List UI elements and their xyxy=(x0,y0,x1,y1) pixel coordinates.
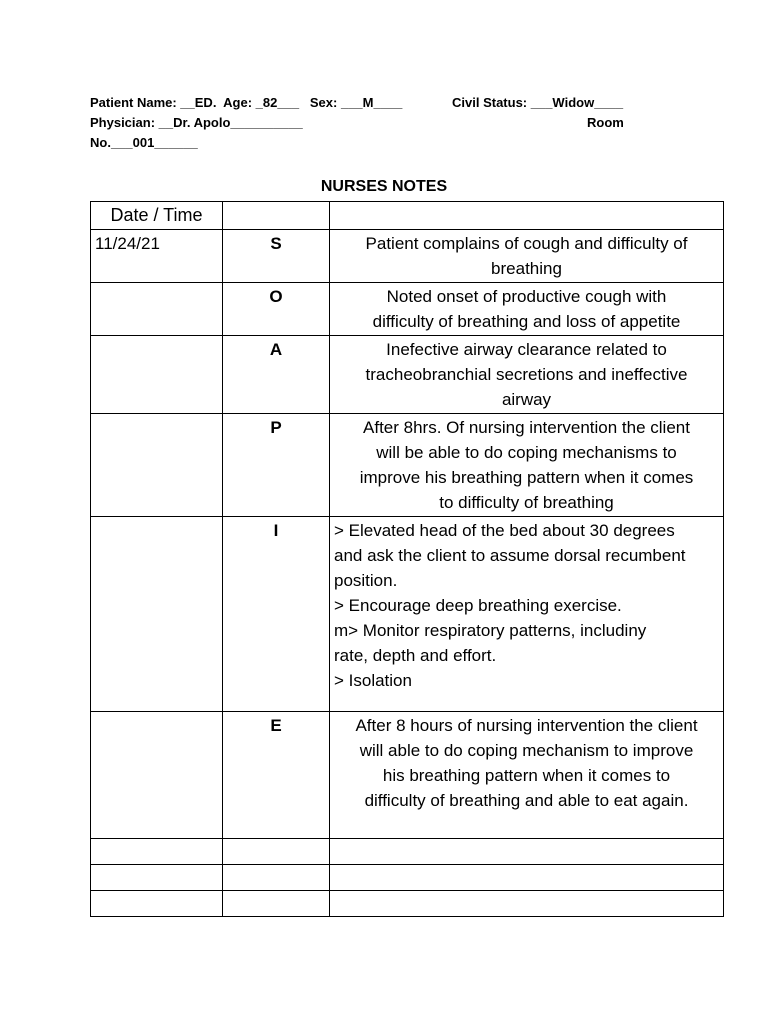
note-line: and ask the client to assume dorsal recumbent xyxy=(334,546,686,565)
code-header xyxy=(223,202,330,230)
empty-cell xyxy=(91,839,223,865)
note-line: tracheobranchial secretions and ineffective xyxy=(365,365,688,384)
note-line: breathing xyxy=(491,259,562,278)
note-cell-o xyxy=(330,283,724,336)
note-cell-p xyxy=(330,414,724,517)
empty-row xyxy=(91,891,724,917)
empty-cell xyxy=(91,891,223,917)
note-line: Noted onset of productive cough with xyxy=(386,287,667,306)
note-line: position. xyxy=(334,571,398,590)
note-line: Inefective airway clearance related to xyxy=(386,340,667,359)
note-line: After 8hrs. Of nursing intervention the client xyxy=(363,418,690,437)
table-row xyxy=(91,283,724,336)
note-line: to difficulty of breathing xyxy=(439,493,614,512)
empty-cell xyxy=(330,865,724,891)
physician: Physician: __Dr. Apolo__________ xyxy=(90,115,303,130)
empty-cell xyxy=(223,865,330,891)
empty-cell xyxy=(91,865,223,891)
table-row xyxy=(91,414,724,517)
room-label: Room xyxy=(587,115,624,130)
note-line: will be able to do coping mechanisms to xyxy=(376,443,677,462)
empty-row xyxy=(91,839,724,865)
nurses-notes-table xyxy=(90,201,724,917)
date-cell xyxy=(91,712,223,839)
note-line: difficulty of breathing and able to eat again. xyxy=(364,791,689,810)
empty-cell xyxy=(330,891,724,917)
table-row xyxy=(91,336,724,414)
note-header xyxy=(330,202,724,230)
empty-cell xyxy=(330,839,724,865)
table-header-row xyxy=(91,202,724,230)
page-title: NURSES NOTES xyxy=(320,178,448,195)
note-line: > Isolation xyxy=(334,671,412,690)
table-row xyxy=(91,712,724,839)
note-line: will able to do coping mechanism to improve xyxy=(359,741,694,760)
empty-cell xyxy=(223,839,330,865)
note-line: After 8 hours of nursing intervention the client xyxy=(355,716,698,735)
note-line: airway xyxy=(501,390,552,409)
civil-status: Civil Status: ___Widow____ xyxy=(452,95,624,110)
note-line: Patient complains of cough and difficulty of xyxy=(365,234,688,253)
code-cell-s: S xyxy=(223,230,330,283)
table-row xyxy=(91,230,724,283)
patient-info-line: Patient Name: __ED. Age: _82___ Sex: ___M____ xyxy=(90,95,403,110)
code-cell-p: P xyxy=(223,414,330,517)
note-line: m> Monitor respiratory patterns, includiny xyxy=(334,621,647,640)
empty-cell xyxy=(223,891,330,917)
room-number: No.___001______ xyxy=(90,135,198,150)
note-line: difficulty of breathing and loss of appetite xyxy=(372,312,681,331)
date-cell xyxy=(91,414,223,517)
note-line: rate, depth and effort. xyxy=(334,646,497,665)
note-cell-e xyxy=(330,712,724,839)
note-line: improve his breathing pattern when it comes xyxy=(359,468,694,487)
code-cell-o: O xyxy=(223,283,330,336)
table-row xyxy=(91,517,724,712)
date-cell: 11/24/21 xyxy=(91,230,223,283)
date-time-header: Date / Time xyxy=(91,202,223,230)
code-cell-e: E xyxy=(223,712,330,839)
note-cell-s xyxy=(330,230,724,283)
note-line: > Encourage deep breathing exercise. xyxy=(334,596,622,615)
code-cell-a: A xyxy=(223,336,330,414)
code-cell-i: I xyxy=(223,517,330,712)
note-line: his breathing pattern when it comes to xyxy=(382,766,671,785)
date-cell xyxy=(91,517,223,712)
note-line: > Elevated head of the bed about 30 degrees xyxy=(334,521,675,540)
empty-row xyxy=(91,865,724,891)
note-cell-a xyxy=(330,336,724,414)
note-cell-i xyxy=(330,517,724,712)
date-cell xyxy=(91,336,223,414)
date-cell xyxy=(91,283,223,336)
